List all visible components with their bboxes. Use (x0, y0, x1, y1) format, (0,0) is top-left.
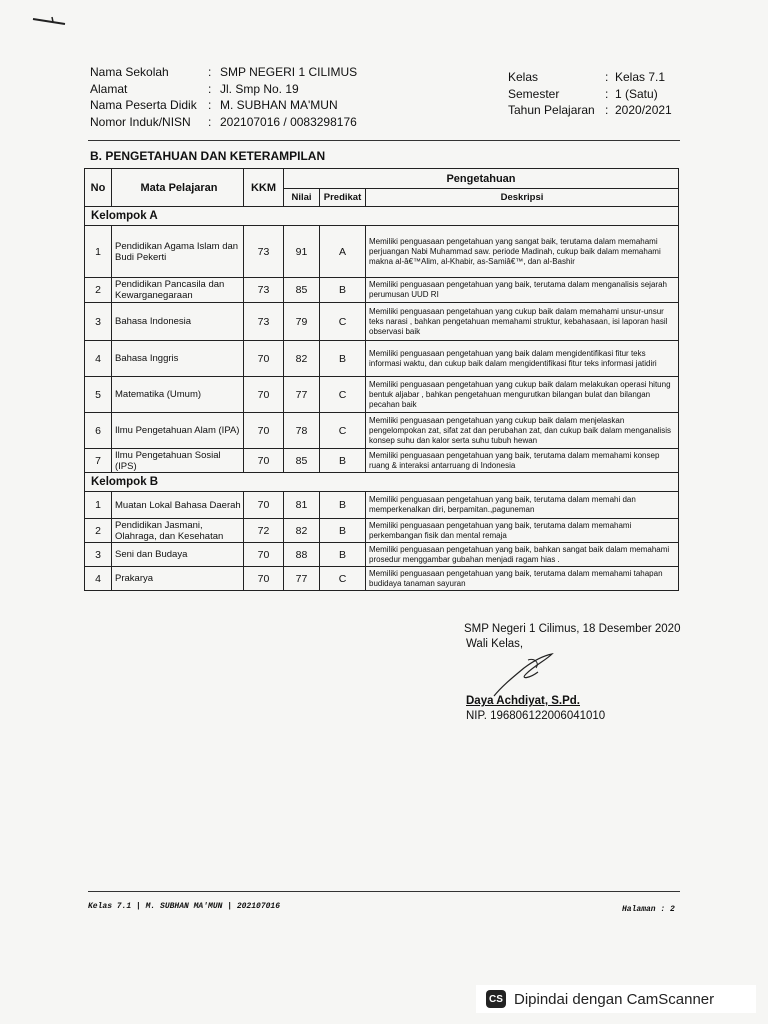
right-value: 2020/2021 (615, 103, 672, 117)
right-row (508, 69, 672, 86)
table-row (85, 226, 679, 278)
description-text: Memiliki penguasaan pengetahuan yang baik, terutama dalam memahami konsep ruang & interaksi antarruang di Indonesia (366, 449, 679, 473)
table-row (85, 303, 679, 341)
group-row (85, 473, 679, 492)
subject-name: Prakarya (112, 567, 244, 591)
left-row (90, 81, 357, 98)
row-number: 2 (85, 519, 112, 543)
subject-name: Ilmu Pengetahuan Sosial (IPS) (112, 449, 244, 473)
subject-name: Pendidikan Agama Islam dan Budi Pekerti (112, 226, 244, 278)
description-text: Memiliki penguasaan pengetahuan yang sangat baik, terutama dalam memahami perjuangan Nabi Muhammad saw. periode Madinah, cukup baik dalam memahami makna al-â€™Alim, al-Khabir, as-Samiâ€™, dan al-Bashir (366, 226, 679, 278)
header-kkm: KKM (244, 169, 284, 207)
grade-predicate: C (320, 377, 366, 413)
colon-separator: : (605, 103, 609, 117)
table-row (85, 492, 679, 519)
group-title: Kelompok B (85, 473, 679, 492)
row-number: 2 (85, 278, 112, 303)
grade-predicate: B (320, 519, 366, 543)
grade-predicate: C (320, 303, 366, 341)
footer-divider (88, 891, 680, 892)
right-label: Tahun Pelajaran (508, 103, 595, 117)
teacher-name: Daya Achdiyat, S.Pd. (466, 695, 580, 707)
header-deskripsi: Deskripsi (366, 189, 679, 207)
subject-name: Matematika (Umum) (112, 377, 244, 413)
grade-predicate: B (320, 449, 366, 473)
score-value: 81 (284, 492, 320, 519)
left-value: Jl. Smp No. 19 (220, 81, 299, 96)
kkm-value: 70 (244, 567, 284, 591)
row-number: 3 (85, 543, 112, 567)
score-value: 88 (284, 543, 320, 567)
grade-predicate: C (320, 567, 366, 591)
colon-separator: : (208, 114, 212, 129)
handwritten-signature-icon (490, 648, 560, 700)
subject-name: Bahasa Inggris (112, 341, 244, 377)
left-value: M. SUBHAN MA'MUN (220, 98, 338, 112)
place-date: SMP Negeri 1 Cilimus, 18 Desember 2020 (464, 623, 681, 635)
table-row (85, 567, 679, 591)
left-label: Alamat (90, 81, 128, 96)
right-value: 1 (Satu) (615, 86, 658, 101)
row-number: 7 (85, 449, 112, 473)
colon-separator: : (605, 86, 609, 101)
left-value: SMP NEGERI 1 CILIMUS (220, 65, 358, 79)
left-row (90, 64, 357, 81)
description-text: Memiliki penguasaan pengetahuan yang baik, bahkan sangat baik dalam memahami prosedur menggambar gubahan menjadi ragam hias . (366, 543, 679, 567)
score-value: 91 (284, 226, 320, 278)
score-value: 78 (284, 413, 320, 449)
right-row (508, 102, 672, 119)
score-value: 77 (284, 377, 320, 413)
subject-name: Pendidikan Jasmani, Olahraga, dan Kesehatan (112, 519, 244, 543)
header-no: No (85, 169, 112, 207)
kkm-value: 70 (244, 413, 284, 449)
camscanner-badge (476, 985, 756, 1013)
section-title: B. PENGETAHUAN DAN KETERAMPILAN (90, 149, 326, 163)
colon-separator: : (605, 70, 609, 84)
kkm-value: 73 (244, 226, 284, 278)
teacher-nip: NIP. 196806122006041010 (466, 710, 606, 722)
subject-name: Ilmu Pengetahuan Alam (IPA) (112, 413, 244, 449)
student-info (90, 64, 357, 130)
table-row (85, 413, 679, 449)
row-number: 3 (85, 303, 112, 341)
pen-mark-icon (32, 16, 66, 26)
row-number: 5 (85, 377, 112, 413)
right-label: Kelas (508, 70, 539, 84)
description-text: Memiliki penguasaan pengetahuan yang baik dalam mengidentifikasi fitur teks informasi waktu, dan cukup baik dalam mengidentifikasi fitur teks informasi jatidiri (366, 341, 679, 377)
row-number: 1 (85, 492, 112, 519)
colon-separator: : (208, 81, 212, 96)
kkm-value: 70 (244, 492, 284, 519)
table-row (85, 278, 679, 303)
right-row (508, 86, 672, 103)
kkm-value: 73 (244, 278, 284, 303)
camscanner-logo-icon: CS (486, 990, 506, 1008)
right-value: Kelas 7.1 (615, 70, 666, 84)
score-value: 77 (284, 567, 320, 591)
colon-separator: : (208, 98, 212, 112)
kkm-value: 70 (244, 449, 284, 473)
table-row (85, 519, 679, 543)
description-text: Memiliki penguasaan pengetahuan yang cukup baik dalam memahami unsur-unsur teks narasi , bahkan pengetahuan memahami struktur, kebahasaan, isi laporan hasil observasi baik (366, 303, 679, 341)
score-value: 79 (284, 303, 320, 341)
score-value: 82 (284, 341, 320, 377)
grade-predicate: C (320, 413, 366, 449)
subject-name: Bahasa Indonesia (112, 303, 244, 341)
kkm-value: 70 (244, 341, 284, 377)
description-text: Memiliki penguasaan pengetahuan yang cukup baik dalam menjelaskan pengelompokan zat, sifat zat dan perubahan zat, dan cukup baik dalam menganalisis konsep suhu dan kalor serta suhu tubuh hewan (366, 413, 679, 449)
grades-table (84, 168, 679, 591)
left-label: Nomor Induk/NISN (90, 114, 191, 129)
right-label: Semester (508, 86, 560, 101)
header-nilai: Nilai (284, 189, 320, 207)
score-value: 85 (284, 278, 320, 303)
page-number: Halaman : 2 (622, 905, 675, 914)
description-text: Memiliki penguasaan pengetahuan yang cukup baik dalam melakukan operasi hitung bentuk aljabar , bahkan pengetahuan mengurutkan bilangan bulat dan bilangan pecahan baik (366, 377, 679, 413)
left-row (90, 97, 357, 114)
left-row (90, 114, 357, 131)
score-value: 82 (284, 519, 320, 543)
header-pengetahuan: Pengetahuan (284, 169, 679, 189)
grade-predicate: A (320, 226, 366, 278)
description-text: Memiliki penguasaan pengetahuan yang baik, terutama dalam memahami perkembangan fisik dan mental remaja (366, 519, 679, 543)
description-text: Memiliki penguasaan pengetahuan yang baik, terutama dalam memahi dan memperkenalkan diri, berpamitan.,paguneman (366, 492, 679, 519)
group-title: Kelompok A (85, 207, 679, 226)
header-divider (88, 140, 680, 141)
table-row (85, 449, 679, 473)
description-text: Memiliki penguasaan pengetahuan yang baik, terutama dalam memahami tahapan budidaya tanaman sayuran (366, 567, 679, 591)
colon-separator: : (208, 65, 212, 79)
homeroom-label: Wali Kelas, (466, 638, 524, 650)
table-row (85, 377, 679, 413)
group-row (85, 207, 679, 226)
camscanner-text: Dipindai dengan CamScanner (514, 990, 715, 1008)
description-text: Memiliki penguasaan pengetahuan yang baik, terutama dalam menganalisis sejarah perumusan UUD RI (366, 278, 679, 303)
table-row (85, 543, 679, 567)
header-predikat: Predikat (320, 189, 366, 207)
subject-name: Seni dan Budaya (112, 543, 244, 567)
row-number: 4 (85, 567, 112, 591)
left-label: Nama Sekolah (90, 65, 169, 79)
kkm-value: 73 (244, 303, 284, 341)
subject-name: Pendidikan Pancasila dan Kewarganegaraan (112, 278, 244, 303)
left-value: 202107016 / 0083298176 (220, 114, 357, 129)
subject-name: Muatan Lokal Bahasa Daerah (112, 492, 244, 519)
kkm-value: 70 (244, 543, 284, 567)
kkm-value: 70 (244, 377, 284, 413)
grade-predicate: B (320, 492, 366, 519)
header-subject: Mata Pelajaran (112, 169, 244, 207)
grade-predicate: B (320, 543, 366, 567)
left-label: Nama Peserta Didik (90, 98, 197, 112)
row-number: 6 (85, 413, 112, 449)
grade-predicate: B (320, 341, 366, 377)
footer-info: Kelas 7.1 | M. SUBHAN MA'MUN | 202107016 (88, 902, 281, 911)
row-number: 1 (85, 226, 112, 278)
score-value: 85 (284, 449, 320, 473)
row-number: 4 (85, 341, 112, 377)
class-info (508, 69, 672, 119)
table-row (85, 341, 679, 377)
grade-predicate: B (320, 278, 366, 303)
kkm-value: 72 (244, 519, 284, 543)
